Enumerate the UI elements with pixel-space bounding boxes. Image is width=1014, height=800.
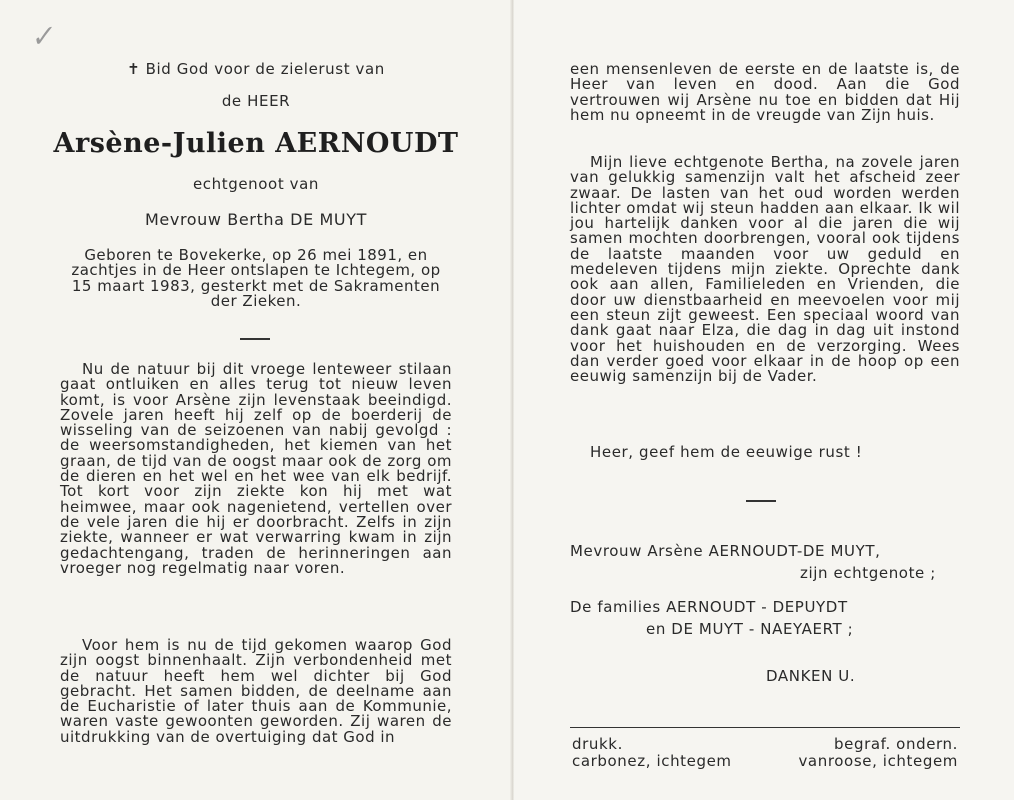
tribute-paragraph-2: Voor hem is nu de tijd gekomen waarop God zijn oogst binnenhaalt. Zijn verbondenheid met de natuur heeft hem wel dichter bij God gebracht. Het samen bidden, de deelname aan de Eucharistie of later thuis aan de Kommunie, waren vaste gewoonten geworden. Zij waren de uitdrukking van de overtuiging dat God in (60, 636, 452, 746)
spouse-name: Mevrouw Bertha DE MUYT (145, 210, 367, 229)
thanks-line: DANKEN U. (766, 667, 856, 685)
separator-dash (240, 338, 270, 340)
footer-rule (570, 727, 960, 728)
farewell-line: Heer, geef hem de eeuwige rust ! (590, 443, 863, 461)
separator-dash-right (746, 500, 776, 502)
spouse-message-paragraph: Mijn lieve echtgenote Bertha, na zovele jaren van gelukkig samenzijn valt het afscheid zeer zwaar. De lasten van het oud worden werden lichter omdat wij steun hadden aan elkaar. Ik wil jou hartelijk danken voor al die jaren die wij samen mochten doorbrengen, vooral ook tijdens de laatste maanden voor uw geduld en medeleven tijdens mijn ziekte. Oprechte dank ook aan allen, Familieleden en Vrienden, die door uw dienstbaarheid en meevoelen voor mij een steun zijt geweest. Een speciaal woord van dank gaat naar Elza, die dag in dag uit instond voor het huishouden en de verzorging. Wees dan verder goed voor elkaar in de hoop op een eeuwig samenzijn bij de Vader. (570, 153, 960, 386)
widow-line: Mevrouw Arsène AERNOUDT-DE MUYT, (570, 542, 881, 560)
deceased-name: Arsène-Julien AERNOUDT (53, 128, 459, 159)
spouse-of-line: echtgenoot van (192, 175, 320, 193)
undertaker-name: vanroose, ichtegem (798, 752, 958, 770)
continuation-paragraph: een mensenleven de eerste en de laatste is, de Heer van leven en dood. Aan die God vertrouwen wij Arsène nu toe en bidden dat Hij hem nu opneemt in de vreugde van Zijn huis. (570, 60, 960, 124)
undertaker-label: begraf. ondern. (834, 735, 958, 753)
prayer-line: ✝ Bid God voor de zielerust van (127, 60, 385, 78)
families-line-2: en DE MUYT - NAEYAERT ; (646, 620, 854, 638)
pencil-check-mark: ✓ (27, 18, 56, 55)
birth-death-text: Geboren te Bovekerke, op 26 mei 1891, en zachtjes in de Heer ontslapen te Ichtegem, op 15 maart 1983, gesterkt met de Sakramenten der Zieken. (71, 246, 441, 310)
right-page (514, 0, 1014, 800)
printer-label: drukk. (572, 735, 623, 753)
printer-name: carbonez, ichtegem (572, 752, 732, 770)
widow-role: zijn echtgenote ; (800, 564, 936, 582)
families-line-1: De families AERNOUDT - DEPUYDT (570, 598, 848, 616)
title-line: de HEER (221, 92, 291, 110)
tribute-paragraph-1: Nu de natuur bij dit vroege lenteweer stilaan gaat ontluiken en alles terug tot nieuw leven komt, is voor Arsène zijn levenstaak beeindigd. Zovele jaren heeft hij zelf op de boerderij de wisseling van de seizoenen van nabij gevolgd : de weersomstandigheden, het kiemen van het graan, de tijd van de oogst maar ook de zorg om de dieren en het wel en het wee van elk bedrijf. Tot kort voor zijn ziekte kon hij met wat heimwee, maar ook nagenietend, vertellen over de vele jaren die hij er doorbracht. Zelfs in zijn ziekte, wanneer er wat verwarring kwam in zijn gedachtengang, traden de herinneringen aan vroeger nog regelmatig naar voren. (60, 360, 452, 577)
